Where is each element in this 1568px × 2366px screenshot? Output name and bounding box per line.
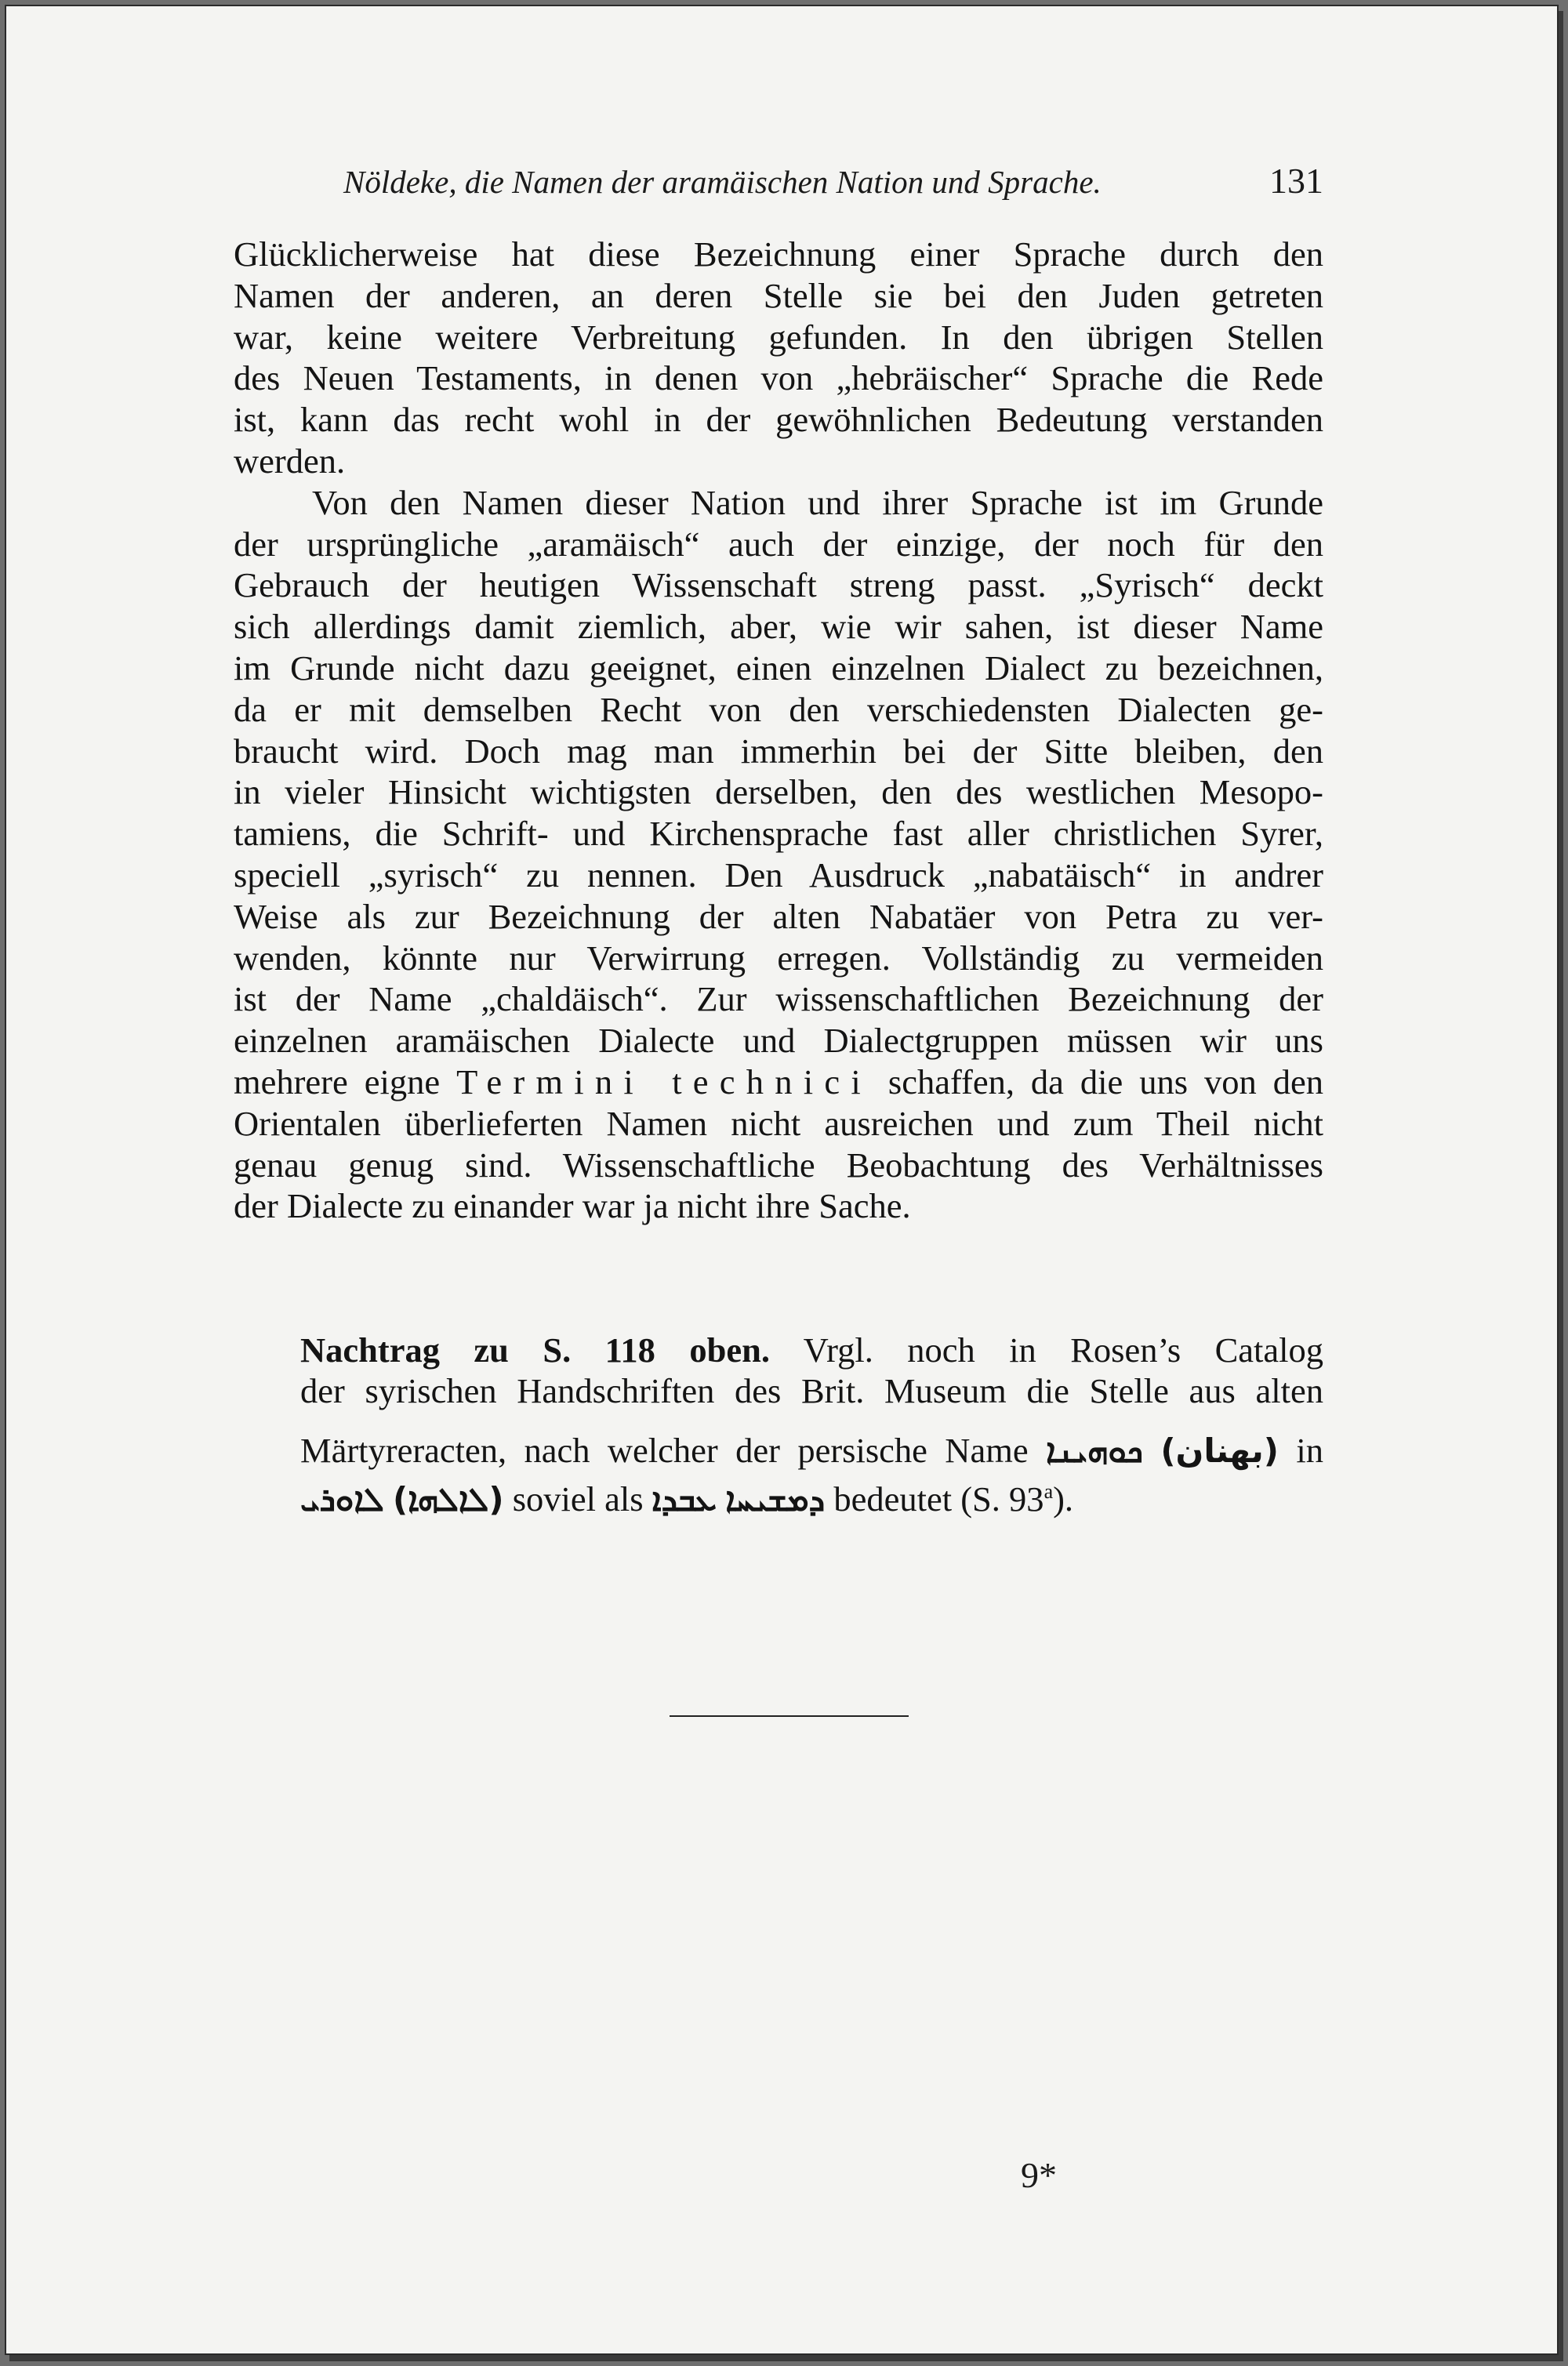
text-line: Glücklicherweise hat diese Bezeichnung einer Sprache durch den <box>234 234 1323 274</box>
nachtrag-line-1 <box>300 1330 1323 1370</box>
text-line: werden. <box>234 441 346 481</box>
nachtrag-line-3 <box>300 1430 1323 1471</box>
nachtrag-line-4-end: ). <box>1053 1479 1074 1519</box>
nachtrag-line-4-mid: soviel als <box>503 1479 652 1519</box>
text-line: der Dialecte zu einander war ja nicht ihre Sache. <box>234 1186 911 1226</box>
text-line: sich allerdings damit ziemlich, aber, wie wir sahen, ist dieser Name <box>234 607 1323 647</box>
text-line: wenden, könnte nur Verwirrung erregen. Vollständig zu vermeiden <box>234 938 1323 978</box>
nachtrag-line-4 <box>300 1471 1323 1520</box>
text-line: einzelnen aramäischen Dialecte und Dialectgruppen müssen wir uns <box>234 1021 1323 1061</box>
syriac-word-3: ܥܒܕܐ <box>652 1479 717 1519</box>
syriac-gloss-2: (ܠܐܠܗܐ) <box>392 1479 504 1519</box>
termini-technici: Termini technici <box>456 1061 872 1101</box>
termini-before: mehrere eigne <box>234 1061 457 1101</box>
text-line: in vieler Hinsicht wichtigsten derselben, den des westlichen Mesopo- <box>234 772 1323 812</box>
section-rule <box>670 1715 909 1717</box>
text-line: ist, kann das recht wohl in der gewöhnlichen Bedeutung verstanden <box>234 400 1323 440</box>
text-line: Von den Namen dieser Nation und ihrer Sprache ist im Grunde <box>312 482 1323 522</box>
nachtrag-line-1-rest: Vrgl. noch in Rosen’s Catalog <box>769 1330 1324 1370</box>
text-line: des Neuen Testaments, in denen von „hebräischer“ Sprache die Rede <box>234 358 1323 398</box>
termini-after: schaffen, da die uns von den <box>871 1061 1323 1101</box>
running-header <box>343 160 1323 201</box>
text-line: da er mit demselben Recht von den verschiedensten Dialecten ge- <box>234 689 1323 729</box>
text-line: braucht wird. Doch mag man immerhin bei der Sitte bleiben, den <box>234 731 1323 771</box>
syriac-word-4: ܕܡܫܝܚܐ <box>725 1479 826 1519</box>
text-line: speciell „syrisch“ zu nennen. Den Ausdruck „nabatäisch“ in andrer <box>234 855 1323 895</box>
text-line: genau genug sind. Wissenschaftliche Beobachtung des Verhältnisses <box>234 1145 1323 1185</box>
page-sheet <box>5 5 1559 2355</box>
text-line: tamiens, die Schrift- und Kirchensprache fast aller christlichen Syrer, <box>234 814 1323 854</box>
arabic-gloss-1: (بهنان) <box>1160 1432 1279 1470</box>
page-number: 131 <box>1269 161 1323 201</box>
superscript-a: a <box>1044 1480 1054 1503</box>
text-line: ist der Name „chaldäisch“. Zur wissenschaftlichen Bezeichnung der <box>234 979 1323 1019</box>
text-line: im Grunde nicht dazu geeignet, einen einzelnen Dialect zu bezeichnen, <box>234 648 1323 688</box>
nachtrag-section <box>300 1330 1323 1520</box>
syriac-word-2: ܠܐܘܪܝ <box>300 1479 384 1519</box>
nachtrag-line-2: der syrischen Handschriften des Brit. Museum die Stelle aus alten <box>300 1371 1323 1410</box>
nachtrag-line-3-after: in <box>1279 1431 1324 1470</box>
text-line: der ursprüngliche „aramäisch“ auch der einzige, der noch für den <box>234 524 1323 564</box>
syriac-word-1: ܟܘܗܝܢܐ <box>1045 1432 1143 1470</box>
running-title: Nöldeke, die Namen der aramäischen Nation und Sprache. <box>343 164 1102 200</box>
signature-mark: 9* <box>1021 2155 1057 2195</box>
text-line: Weise als zur Bezeichnung der alten Nabatäer von Petra zu ver- <box>234 896 1323 936</box>
body-text <box>234 234 1323 1227</box>
nachtrag-heading: Nachtrag zu S. 118 oben. <box>300 1330 770 1370</box>
text-line: war, keine weitere Verbreitung gefunden. In den übrigen Stellen <box>234 317 1323 357</box>
text-line: Namen der anderen, an deren Stelle sie bei den Juden getreten <box>234 275 1323 315</box>
text-line: Gebrauch der heutigen Wissenschaft streng passt. „Syrisch“ deckt <box>234 565 1323 605</box>
text-line-termini <box>234 1061 1323 1103</box>
nachtrag-line-3-before: Märtyreracten, nach welcher der persische Name <box>300 1431 1046 1470</box>
nachtrag-line-4-after: bedeutet (S. 93 <box>825 1479 1044 1519</box>
text-line: Orientalen überlieferten Namen nicht ausreichen und zum Theil nicht <box>234 1103 1323 1143</box>
